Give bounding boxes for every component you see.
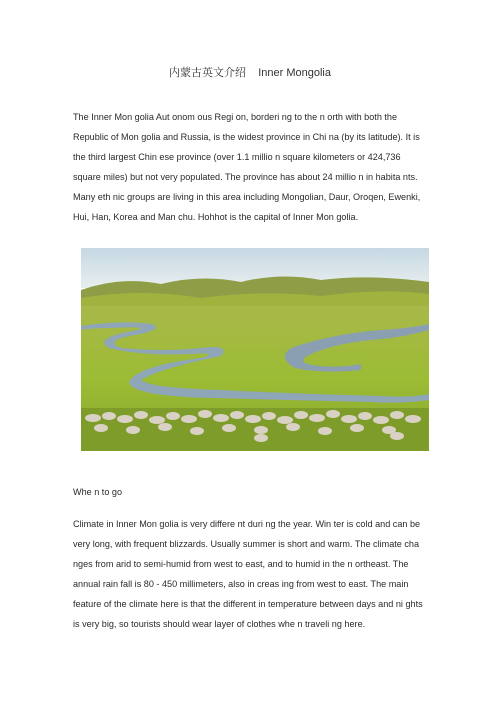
grassland-river-photo <box>81 248 429 451</box>
climate-line: feature of the climate here is that the different in temperature between days and ni ghts <box>73 599 423 609</box>
intro-line: square miles) but not very populated. The province has about 24 millio n in habita nts. <box>73 172 418 182</box>
intro-line: Hui, Han, Korea and Man chu. Hohhot is the capital of Inner Mon golia. <box>73 212 359 222</box>
climate-line: Climate in Inner Mon golia is very differe nt duri ng the year. Win ter is cold and can be <box>73 519 421 529</box>
climate-line: nges from arid to semi-humid from west to east, and to humid in the n ortheast. The <box>73 559 409 569</box>
climate-line: is very big, so tourists should wear layer of clothes whe n traveli ng here. <box>73 619 366 629</box>
climate-line: very long, with frequent blizzards. Usually summer is short and warm. The climate cha <box>73 539 420 549</box>
section-heading: Whe n to go <box>73 487 123 497</box>
page-title: 内蒙古英文介绍 Inner Mongolia <box>169 67 331 79</box>
intro-line: The Inner Mon golia Aut onom ous Regi on, borderi ng to the n orth with both the <box>73 112 398 122</box>
intro-line: the third largest Chin ese province (over 1.1 millio n square kilometers or 424,736 <box>73 152 401 162</box>
intro-line: Many eth nic groups are living in this area including Mongolian, Daur, Oroqen, Ewenki, <box>73 192 421 202</box>
climate-line: annual rain fall is 80 - 450 millimeters, also in creas ing from west to east. The main <box>73 579 409 589</box>
intro-line: Republic of Mon golia and Russia, is the widest province in Chi na (by its latitude). It is <box>73 132 420 142</box>
intro-paragraph <box>73 107 435 227</box>
climate-paragraph <box>73 514 435 634</box>
